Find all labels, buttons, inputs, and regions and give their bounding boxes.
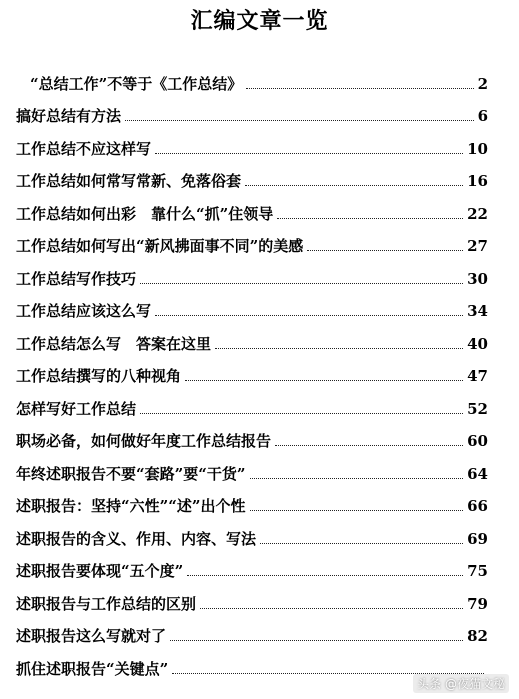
toc-leader-dots (185, 380, 463, 381)
watermark-text: 头条 @夜猫文秘 (417, 677, 505, 691)
toc-entry[interactable] (16, 162, 488, 195)
toc-leader-dots (277, 218, 463, 219)
toc-entry[interactable] (16, 584, 488, 617)
toc-entry-title: “总结工作”不等于《工作总结》 (30, 74, 243, 93)
toc-entry-title: 述职报告这么写就对了 (16, 627, 167, 645)
toc-entry-title: 职场必备，如何做好年度工作总结报告 (16, 432, 272, 450)
toc-entry-title: 工作总结怎么写 答案在这里 (16, 334, 212, 353)
toc-entry[interactable] (16, 617, 488, 650)
toc-leader-dots (215, 348, 463, 349)
toc-entry-page: 82 (467, 627, 488, 645)
toc-entry[interactable] (16, 487, 488, 520)
toc-entry-title: 工作总结撰写的八种视角 (16, 367, 182, 385)
toc-entry[interactable] (16, 227, 488, 260)
toc-entry[interactable] (16, 324, 488, 357)
toc-leader-dots (260, 543, 463, 544)
toc-entry-title: 工作总结写作技巧 (16, 269, 137, 288)
toc-entry-page: 22 (467, 204, 488, 223)
toc-leader-dots (307, 250, 463, 251)
toc-entry-title: 搞好总结有方法 (16, 107, 122, 125)
toc-leader-dots (245, 185, 463, 186)
toc-entry-title: 工作总结应该这么写 (16, 302, 152, 320)
toc-entry[interactable] (16, 357, 488, 390)
toc-entry[interactable] (16, 552, 488, 585)
toc-entry-page: 10 (467, 139, 488, 158)
toc-leader-dots (200, 608, 463, 609)
toc-entry[interactable] (16, 97, 488, 130)
toc-entry-page: 30 (467, 269, 488, 288)
toc-entry-page: 6 (477, 107, 488, 125)
toc-entry-title: 述职报告与工作总结的区别 (16, 594, 197, 613)
toc-entry[interactable] (16, 292, 488, 325)
toc-leader-dots (187, 575, 463, 576)
watermark (413, 674, 509, 693)
toc-entry[interactable] (16, 389, 488, 422)
toc-entry[interactable] (16, 194, 488, 227)
toc-entry-page: 47 (467, 367, 488, 385)
toc-entry-title: 工作总结不应这样写 (16, 139, 152, 158)
toc-entry-title: 抓住述职报告“关键点” (16, 659, 169, 678)
toc-entry-title: 述职报告要体现“五个度” (16, 562, 184, 580)
toc-entry[interactable] (16, 454, 488, 487)
toc-entry-page: 2 (477, 74, 488, 93)
toc-leader-dots (125, 120, 474, 121)
toc-entry[interactable] (16, 129, 488, 162)
toc-leader-dots (250, 478, 464, 479)
toc-entry-page: 16 (467, 172, 488, 190)
toc-entry-title: 述职报告的含义、作用、内容、写法 (16, 529, 257, 548)
toc-entry-title: 怎样写好工作总结 (16, 399, 137, 418)
toc-entry-page: 64 (467, 464, 488, 483)
toc-entry-title: 工作总结如何常写常新、免落俗套 (16, 172, 242, 190)
toc-leader-dots (250, 510, 464, 511)
toc-entry-page: 52 (467, 399, 488, 418)
toc-entry-title: 工作总结如何写出“新风拂面事不同”的美感 (16, 237, 304, 255)
toc-leader-dots (140, 413, 463, 414)
toc-entry-page: 40 (467, 334, 488, 353)
toc-leader-dots (275, 445, 463, 446)
toc-entry[interactable] (16, 64, 488, 97)
toc-leader-dots (246, 88, 473, 89)
toc-entry[interactable] (16, 259, 488, 292)
toc-entry-title: 述职报告：坚持“六性”“述”出个性 (16, 497, 246, 515)
toc-entry-title: 工作总结如何出彩 靠什么“抓”住领导 (16, 204, 274, 223)
table-of-contents (16, 64, 488, 682)
toc-leader-dots (140, 283, 463, 284)
toc-entry-page: 60 (467, 432, 488, 450)
toc-entry[interactable] (16, 422, 488, 455)
toc-leader-dots (155, 153, 463, 154)
toc-entry-page: 27 (467, 237, 488, 255)
toc-entry-title: 年终述职报告不要“套路”要“干货” (16, 464, 246, 483)
toc-leader-dots (170, 640, 463, 641)
toc-entry[interactable] (16, 519, 488, 552)
toc-entry-page: 69 (467, 529, 488, 548)
toc-entry-page: 75 (467, 562, 488, 580)
toc-entry-page: 34 (467, 302, 488, 320)
toc-entry-page: 66 (467, 497, 488, 515)
page-title: 汇编文章一览 (190, 8, 329, 34)
toc-entry-page: 79 (467, 594, 488, 613)
toc-leader-dots (155, 315, 463, 316)
